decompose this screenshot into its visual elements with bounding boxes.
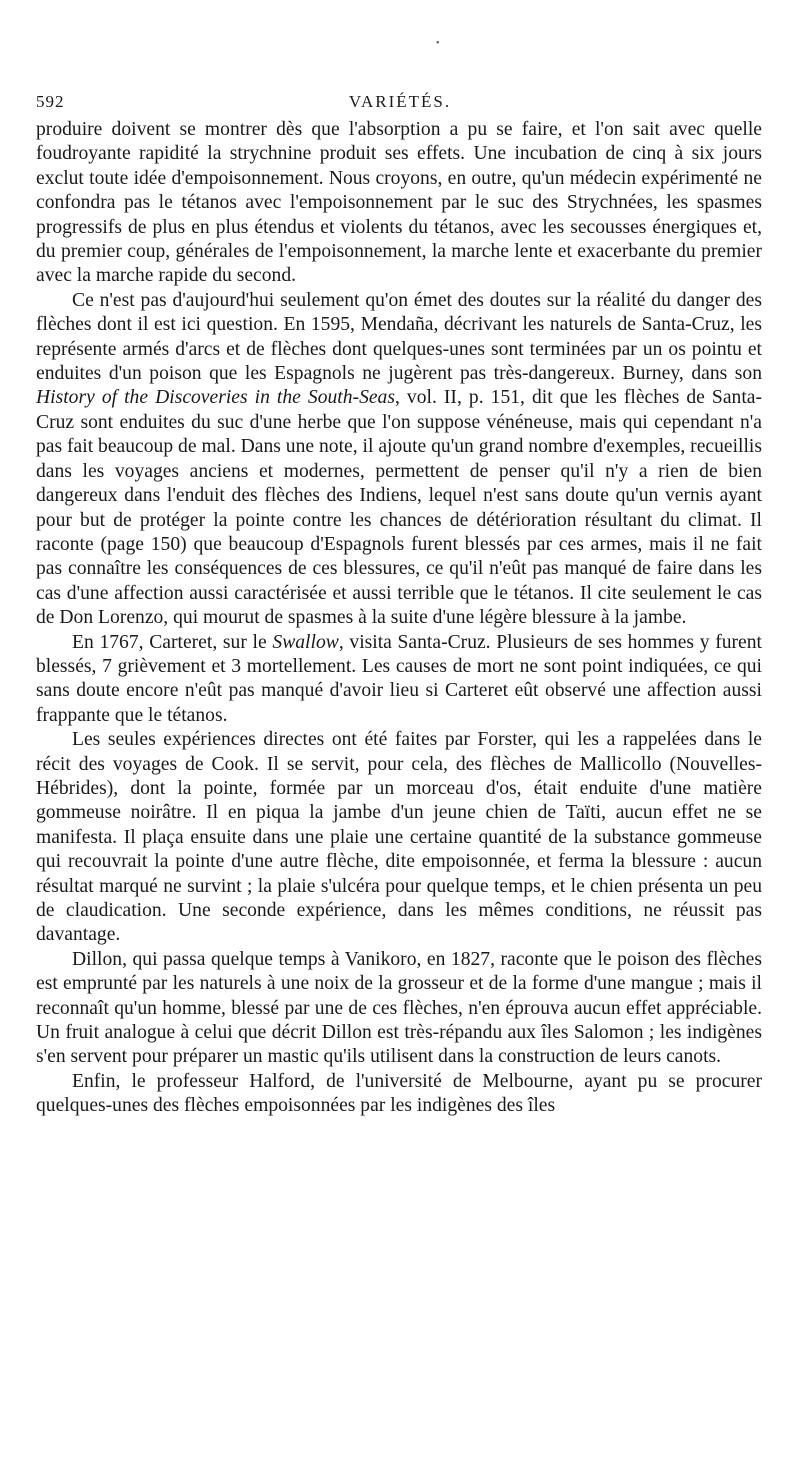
- paragraph-1: [36, 118, 762, 289]
- text-run: , vol. II, p. 151, dit que les flèches de Santa-Cruz sont enduites du suc d'une herbe que l'on suppose vénéneuse, mais qui cependant n'a pas fait beaucoup de mal. Dans une note, il ajoute qu'un grand nombre d'exemples, recueillis dans les voyages anciens et modernes, permettent de penser qu'il n'y a rien de bien dangereux dans l'enduit des flèches des Indiens, lequel n'est sans doute qu'un vernis ayant pour but de protéger la pointe contre les chances de détérioration résultant du climat. Il raconte (page 150) que beaucoup d'Espagnols furent blessés par ces armes, mais il ne fait pas connaître les conséquences de ces blessures, ce qu'il n'eût pas manqué de faire dans les cas d'une affection aussi caractérisée et aussi terrible que le tétanos. Il cite seulement le cas de Don Lorenzo, qui mourut de spasmes à la suite d'une légère blessure à la jambe.: [36, 387, 762, 629]
- body-text: [36, 118, 762, 1119]
- paragraph-5: [36, 948, 762, 1070]
- text-run: , visita Santa-Cruz. Plusieurs de ses hommes y furent blessés, 7 grièvement et 3 mortellement. Les causes de mort ne sont point indiquées, ce qui sans doute encore n'eût pas manqué d'avoir lieu si Carteret eût observé une affection aussi frappante que le tétanos.: [36, 631, 762, 726]
- page-header: [36, 92, 764, 116]
- text-run: Ce n'est pas d'aujourd'hui seulement qu'on émet des doutes sur la réalité du danger des flèches dont il est ici question. En 1595, Mendaña, décrivant les naturels de Santa-Cruz, les représente armés d'arcs et de flèches dont quelques-unes sont terminées par un os pointu et enduites d'un poison que les Espagnols ne jugèrent pas très-dangereux. Burney, dans son: [36, 289, 762, 385]
- italic-title: Swallow: [272, 631, 339, 653]
- text-run: Les seules expériences directes ont été faites par Forster, qui les a rappelées dans le récit des voyages de Cook. Il se servit, pour cela, des flèches de Mallicollo (Nouvelles-Hébrides), dont la pointe, formée par un morceau d'os, était enduite d'une matière gommeuse noirâtre. Il en piqua la jambe d'un jeune chien de Taïti, aucun effet ne se manifesta. Il plaça ensuite dans une plaie une certaine quantité de la substance gommeuse qui recouvrait la pointe d'une autre flèche, dite empoisonnée, et ferma la blessure : aucun résultat marqué ne survint ; la plaie s'ulcéra pour quelque temps, et le chien présenta un peu de claudication. Une seconde expérience, dans les mêmes conditions, ne réussit pas davantage.: [36, 729, 762, 946]
- paragraph-6: [36, 1070, 762, 1119]
- text-run: Dillon, qui passa quelque temps à Vanikoro, en 1827, raconte que le poison des flèches est emprunté par les naturels à une noix de la grosseur et de la forme d'une mangue ; mais il reconnaît qu'un homme, blessé par une de ces flèches, n'en éprouva aucun effet appréciable. Un fruit analogue à celui que décrit Dillon est très-répandu aux îles Salomon ; les indigènes s'en servent pour préparer un mastic qu'ils utilisent dans la construction de leurs canots.: [36, 948, 762, 1068]
- text-run: produire doivent se montrer dès que l'absorption a pu se faire, et l'on sait avec quelle foudroyante rapidité la strychnine produit ses effets. Une incubation de cinq à six jours exclut toute idée d'empoisonnement. Nous croyons, en outre, qu'un médecin expérimenté ne confondra pas le tétanos avec l'empoisonnement par le suc des Strychnées, les spasmes progressifs de plus en plus étendus et violents du tétanos, avec les secousses énergiques et, du premier coup, générales de l'empoisonnement, la marche lente et exacerbante du premier avec la marche rapide du second.: [36, 119, 762, 287]
- text-run: En 1767, Carteret, sur le: [72, 631, 273, 653]
- paragraph-4: [36, 728, 762, 948]
- paragraph-3: [36, 631, 762, 729]
- italic-title: History of the Discoveries in the South-Seas: [36, 387, 395, 409]
- text-run: Enfin, le professeur Halford, de l'université de Melbourne, ayant pu se procurer quelques-unes des flèches empoisonnées par les indigènes des îles: [36, 1070, 762, 1117]
- ornament-dot: •: [436, 38, 440, 49]
- paragraph-2: [36, 289, 762, 631]
- running-title: VARIÉTÉS.: [348, 92, 452, 111]
- page-number: 592: [36, 92, 65, 111]
